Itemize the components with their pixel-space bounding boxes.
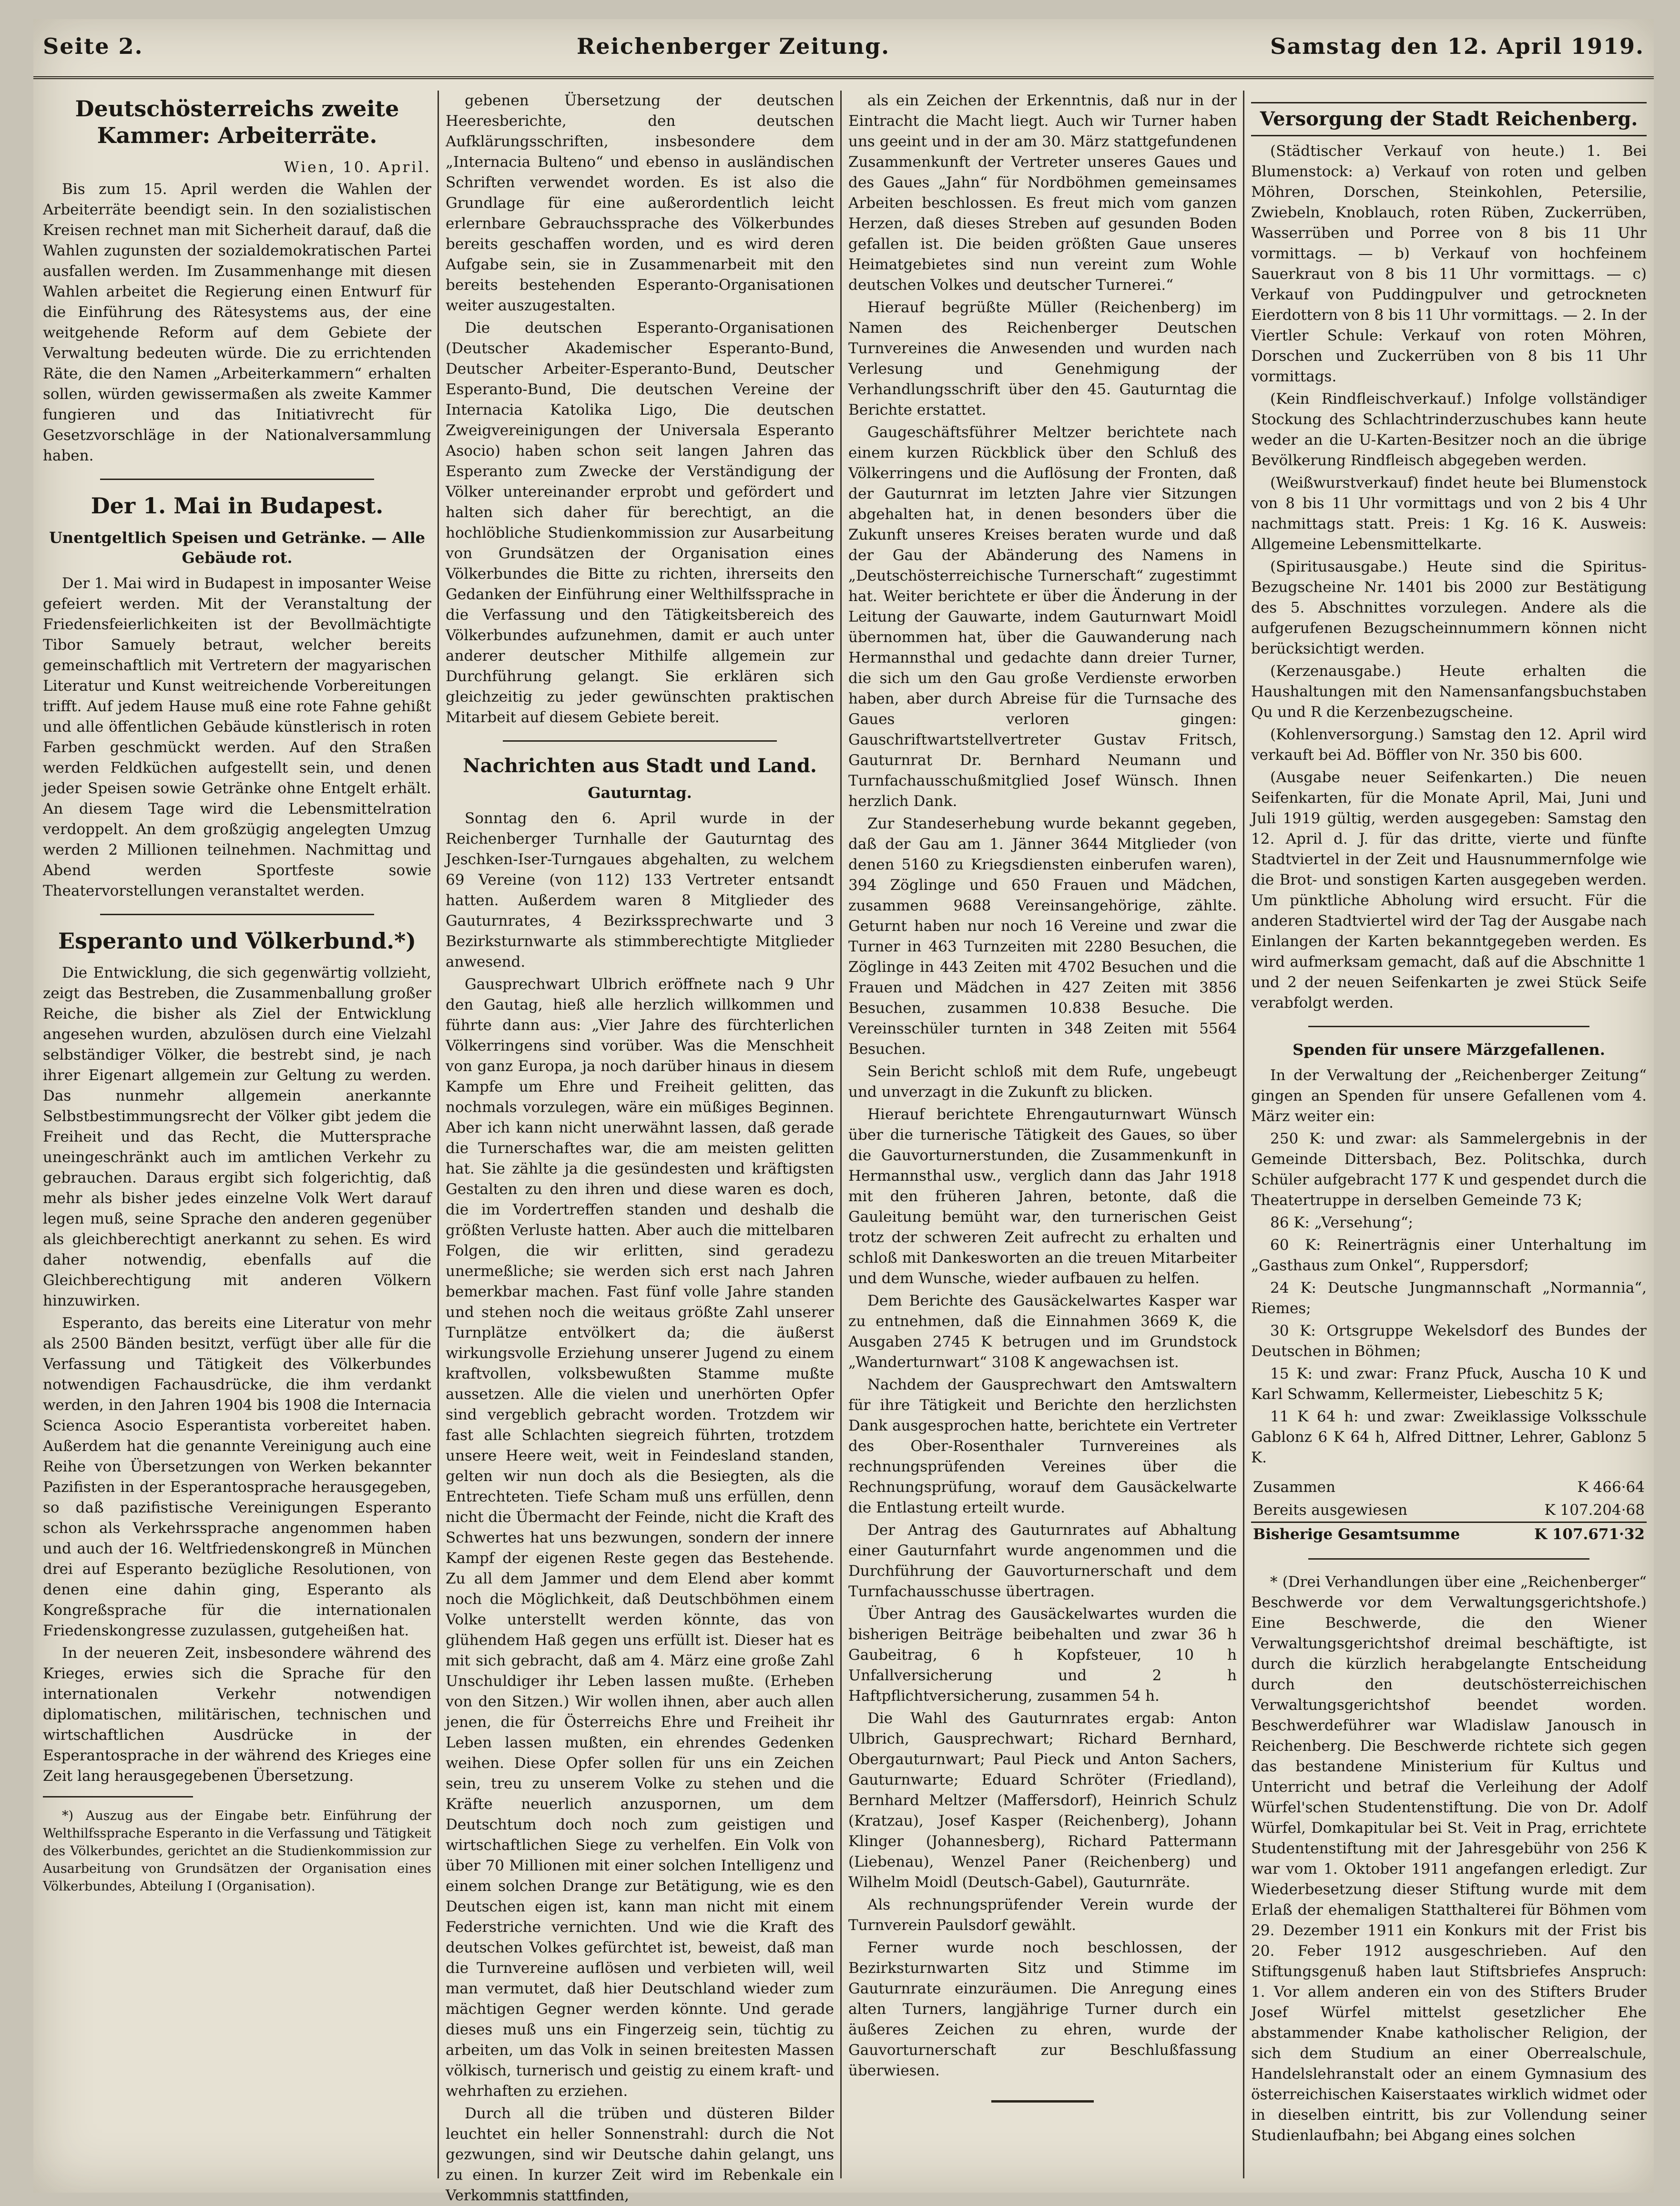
section-title: Versorgung der Stadt Reichenberg. [1251, 102, 1647, 136]
table-row [1251, 1499, 1647, 1522]
article-paragraph: Die Entwicklung, die sich gegenwärtig vollzieht, zeigt das Bestreben, die Zusammenballung großer Reiche, die bisher als Ziel der Entwicklung angesehen wurden, abzulösen durch eine Vielzahl selbständiger Völker, die bestrebt sind, je nach ihrer Eigenart allgemein zur Geltung zu werden. Das nunmehr allgemein anerkannte Selbstbestimmungsrecht der Völker gibt jedem die Freiheit und das Recht, die Muttersprache uneingeschränkt auch im amtlichen Verkehr zu gebrauchen. Daraus ergibt sich folgerichtig, daß mehr als bisher jedes einzelne Volk Wert darauf legen muß, seine Sprache den anderen gegenüber als gleichberechtigt anerkannt zu sehen. Es wird daher notwendig, ebenfalls auf die Gleichberechtigung mit anderen Völkern hinzuwirken. [43, 964, 431, 1309]
newspaper-title: Reichenberger Zeitung. [577, 33, 890, 59]
notice-paragraph: (Weißwurstverkauf) findet heute bei Blumenstock von 8 bis 11 Uhr vormittags und von 2 bis 4 Uhr nachmittags statt. Preis: 1 Kg. 16 K. Ausweis: Allgemeine Lebensmittelkarte. [1251, 474, 1647, 553]
previous-label: Bereits ausgewiesen [1253, 1501, 1407, 1519]
donation-entry: 86 K: „Versehung“; [1270, 1214, 1414, 1231]
article-paragraph: Sonntag den 6. April wurde in der Reichenberger Turnhalle der Gauturntag des Jeschken-Iser-Turngaues abgehalten, zu welchem 69 Vereine (von 112) 133 Vertreter entsandt hatten. Außerdem waren 8 Mitglieder des Gauturnrates, 4 Bezirkssprechwarte und 3 Bezirksturnwarte als stimmberechtigte Mitglieder anwesend. [446, 810, 834, 970]
article-paragraph: als ein Zeichen der Erkenntnis, daß nur in der Eintracht die Macht liegt. Auch wir Turner haben uns geeint und in der am 30. März stattgefundenen Zusammenkunft der Vertreter unseres Gaues und des Gaues „Jahn“ für Nordböhmen gemeinsames Arbeiten beschlossen. Es freut mich vom ganzen Herzen, daß dieses Streben auf gesunden Boden gefallen ist. Die beiden größten Gaue unseres Heimatgebietes sind nun vereint zum Wohle deutschen Volkes und deutscher Turnerei.“ [848, 92, 1237, 294]
total-value: K 107.671·32 [1534, 1526, 1645, 1543]
article-paragraph: Esperanto, das bereits eine Literatur von mehr als 2500 Bänden besitzt, verfügt über alle für die Verfassung und Tätigkeit des Völkerbundes notwendigen Fachausdrücke, die ihm verdankt werden, in den Jahren 1904 bis 1908 die Internacia Scienca Asocio Esperantista vorbereitet haben. Außerdem hat die genannte Vereinigung auch eine Reihe von Übersetzungen von Werken bekannter Pazifisten in der Esperantosprache herausgegeben, so daß pazifistische Vereinigungen Esperanto schon als Verkehrssprache angenommen haben und auch der 16. Weltfriedenskongreß in München drei auf Esperanto bezügliche Resolutionen, von denen eine dahin ging, Esperanto als Kongreßsprache für die internationalen Friedenskongresse zuzulassen, gutgeheißen hat. [43, 1315, 431, 1639]
notice-paragraph: (Städtischer Verkauf von heute.) 1. Bei Blumenstock: a) Verkauf von roten und gelben Möhren, Dorschen, Steinkohlen, Petersilie, Zwiebeln, Knoblauch, roten Rüben, Zuckerrüben, Wasserrüben und Porree von 8 bis 11 Uhr vormittags. — b) Verkauf von hochfeinem Sauerkraut von 8 bis 11 Uhr vormittags. — c) Verkauf von Puddingpulver und getrockneten Eierdottern von 8 bis 11 Uhr vormittags. — 2. In der Viertler Schule: Verkauf von roten Möhren, Dorschen und Zuckerrüben von 8 bis 11 Uhr vormittags. [1251, 143, 1647, 385]
donation-entry: In der Verwaltung der „Reichenberger Zeitung“ gingen an Spenden für unsere Gefallenen vom 4. März weiter ein: [1251, 1067, 1647, 1125]
column-1 [43, 91, 431, 2178]
page-number: Seite 2. [43, 33, 143, 59]
article-paragraph: Der Antrag des Gauturnrates auf Abhaltung einer Gauturnfahrt wurde angenommen und die Durchführung der Gauvorturnerschaft und dem Turnfachausschusse übertragen. [848, 1522, 1237, 1600]
donation-entry: 250 K: und zwar: als Sammelergebnis in der Gemeinde Dittersbach, Bez. Politschka, durch Schüler aufgebracht 177 K und gespendet durch die Theatertruppe in derselben Gemeinde 73 K; [1251, 1130, 1647, 1209]
separator [100, 914, 374, 915]
total-label: Bisherige Gesamtsumme [1253, 1526, 1460, 1543]
article-paragraph: Sein Bericht schloß mit dem Rufe, ungebeugt und unverzagt in die Zukunft zu blicken. [848, 1063, 1237, 1101]
article-title: Der 1. Mai in Budapest. [91, 493, 384, 519]
sum-value: K 466·64 [1577, 1479, 1645, 1496]
article-paragraph: Bis zum 15. April werden die Wahlen der Arbeiterräte beendigt sein. In den sozialistischen Kreisen rechnet man mit Sicherheit darauf, daß die Wahlen zugunsten der sozialdemokratischen Partei ausfallen werden. Im Zusammenhange mit diesen Wahlen arbeitet die Regierung einen Entwurf für die Einführung des Rätesystems aus, der eine weitgehende Reform auf dem Gebiete der Verwaltung bedeuten würde. Die zu errichtenden Räte, die den Namen „Arbeiterkammern“ erhalten sollen, würden gewissermaßen als zweite Kammer fungieren und das Initiativrecht für Gesetzvorschläge in der Nationalversammlung haben. [43, 181, 431, 464]
article-title: Esperanto und Völkerbund.*) [58, 928, 416, 954]
newspaper-page [33, 19, 1654, 2204]
article-paragraph: Hierauf begrüßte Müller (Reichenberg) im Namen des Reichenberger Deutschen Turnvereines die Anwesenden und wurden nach Verlesung und Genehmigung der Verhandlungsschrift über den 45. Gauturntag die Berichte erstattet. [848, 299, 1237, 419]
donation-entry: 24 K: Deutsche Jungmannschaft „Normannia“, Riemes; [1251, 1279, 1647, 1317]
notice-paragraph: (Kohlenversorgung.) Samstag den 12. April wird verkauft bei Ad. Böffler von Nr. 350 bis 600. [1251, 726, 1647, 764]
article-paragraph: Ferner wurde noch beschlossen, der Bezirksturnwarten Sitz und Stimme im Gauturnrate einzuräumen. Die Anregung eines alten Turners, langjährige Turner durch ein äußeres Zeichen zu ehren, wurde der Gauvorturnerschaft zur Beschlußfassung überwiesen. [848, 1939, 1237, 2079]
page-header [33, 19, 1654, 79]
notice-paragraph: (Ausgabe neuer Seifenkarten.) Die neuen Seifenkarten, für die Monate April, Mai, Juni und Juli 1919 gültig, werden ausgegeben: Samstag den 12. April d. J. für das dritte, vierte und fünfte Stadtviertel in der Zeit und Hausnummernfolge wie die Brot- und sonstigen Karten ausgegeben werden. Um pünktliche Abholung wird ersucht. Für die anderen Stadtviertel wird der Tag der Ausgabe nach Einlangen der Karten bekanntgegeben werden. Es wird aufmerksam gemacht, daß auf die Abschnitte 1 und 2 der neuen Seifenkarten je zwei Stück Seife verabfolgt werden. [1251, 769, 1647, 1011]
article-paragraph: Als rechnungsprüfender Verein wurde der Turnverein Paulsdorf gewählt. [848, 1896, 1237, 1934]
separator [100, 479, 374, 480]
separator [503, 740, 777, 742]
donation-entry: 11 K 64 h: und zwar: Zweiklassige Volksschule Gablonz 6 K 64 h, Alfred Dittner, Lehrer, Gablonz 5 K. [1251, 1408, 1647, 1466]
section-title: Nachrichten aus Stadt und Land. [463, 755, 817, 777]
article-paragraph: In der neueren Zeit, insbesondere während des Krieges, erwies sich die Sprache für den internationalen Verkehr notwendigen diplomatischen, militärischen, technischen und wirtschaftlichen Ausdrücke in der Esperantosprache in der während des Krieges eine Zeit lang herausgegebenen Übersetzung. [43, 1644, 431, 1785]
article-paragraph: Gausprechwart Ulbrich eröffnete nach 9 Uhr den Gautag, hieß alle herzlich willkommen und führte dann aus: „Vier Jahre des fürchterlichen Völkerringens sind vorüber. Was die Menschheit von ganz Europa, ja noch darüber hinaus in diesem Kampfe um Ehre und Freiheit gelitten, das nochmals vorzulegen, wäre ein müßiges Beginnen. Aber ich kann nicht unerwähnt lassen, daß gerade die Turnerschaftes war, die am meisten gelitten hat. Sie zählte ja die gesündesten und kräftigsten Gestalten zu den ihren und diese waren es doch, die im Vordertreffen standen und deshalb die größten Verluste hatten. Aber auch die mittelbaren Folgen, die wir erlitten, sind geradezu unermeßliche; sie werden sich erst nach Jahren bemerkbar machen. Fast fünf volle Jahre standen und stehen noch die weitaus größte Zahl unserer Turnplätze entvölkert da; die äußerst wirkungsvolle Erziehung unserer Jugend zu einem kraftvollen, volksbewußten Stamme mußte aussetzen. Alle die vielen und unerhörten Opfer sind vergeblich gebracht worden. Trotzdem wir fast alle Schlachten siegreich führten, trotzdem unsere Heere weit, weit in Feindesland standen, gelten wir nun doch als die Besiegten, als die Entrechteten. Tiefe Scham muß uns erfüllen, denn nicht die Übermacht der Feinde, nicht die Kraft des Schwertes hat uns bezwungen, sondern der innere Kampf der eigenen Reste gegen das Bestehende. Zu all dem Jammer und dem Elend aber kommt noch die Möglichkeit, daß Deutschböhmen einem Volke unterstellt werden könnte, das von glühendem Haß gegen uns erfüllt ist. Dieser hat es mit sich gebracht, daß am 4. März eine große Zahl Unschuldiger ihr Leben lassen mußte. (Erheben von den Sitzen.) Wir wollen ihnen, aber auch allen jenen, die für Österreichs Ehre und Freiheit ihr Leben lassen mußten, ein ehrendes Gedenken weihen. Diese Opfer sollen für uns ein Zeichen sein, treu zu unserem Volke zu stehen und die Kräfte neuerlich anzuspornen, um dem Deutschtum doch noch zum geistigen und wirtschaftlichen Siege zu verhelfen. Ein Volk von über 70 Millionen mit einer solchen Intelligenz und einem solchen Drange zur Betätigung, wie es den Deutschen eigen ist, kann man nicht mit einem Federstriche vernichten. Und wie die Kraft des deutschen Volkes gefürchtet ist, beweist, daß man die Turnvereine auflösen und verbieten will, weil man vermutet, daß hier Deutschland wieder zum mächtigen Gegner werden könnte. Und gerade dieses muß uns ein Fingerzeig sein, tüchtig zu arbeiten, um das Volk in seinen breitesten Massen völkisch, turnerisch und geistig zu einem kraft- und wehrhaften zu erziehen. [446, 976, 834, 2100]
article-paragraph: Der 1. Mai wird in Budapest in imposanter Weise gefeiert werden. Mit der Veranstaltung der Friedensfeierlichkeiten ist der Bevollmächtigte Tibor Samuely betraut, welcher bereits gemeinschaftlich mit Vertretern der magyarischen Literatur und Kunst weitreichende Vorbereitungen trifft. Auf jedem Hause muß eine rote Fahne gehißt und alle öffentlichen Gebäude künstlerisch in roten Farben geschmückt werden. Auf den Straßen werden Feldküchen aufgestellt sein, und denen jeder Speisen sowie Getränke ohne Entgelt erhält. An diesem Tage wird die Lebensmittelration verdoppelt. An dem großzügig angelegten Umzug werden 2 Millionen teilnehmen. Nachmittag und Abend werden Sportfeste sowie Theatervorstellungen veranstaltet werden. [43, 575, 431, 899]
column-rule [1243, 91, 1244, 2178]
notice-paragraph: (Kerzenausgabe.) Heute erhalten die Haushaltungen mit den Namensanfangsbuchstaben Qu und R die Kerzenbezugscheine. [1251, 663, 1647, 721]
column-4 [1251, 91, 1647, 2178]
sum-label: Zusammen [1253, 1479, 1335, 1496]
article-paragraph: Nachdem der Gausprechwart den Amtswaltern für ihre Tätigkeit und Berichte den herzlichsten Dank ausgesprochen hatte, berichtete ein Vertreter des Ober-Rosenthaler Turnvereines als rechnungsprüfenden Vereines über die Rechnungsprüfung, worauf dem Gausäckelwarte die Entlastung erteilt wurde. [848, 1376, 1237, 1516]
article-paragraph: Dem Berichte des Gausäckelwartes Kasper war zu entnehmen, daß die Einnahmen 3669 K, die Ausgaben 2745 K betrugen und im Grundstock „Wanderturnwart“ 3108 K angewachsen ist. [848, 1292, 1237, 1371]
column-rule [438, 91, 439, 2178]
article-paragraph: Die Wahl des Gauturnrates ergab: Anton Ulbrich, Gausprechwart; Richard Bernhard, Obergauturnwart; Paul Pieck und Anton Sachers, Gauturnwarte; Eduard Schröter (Friedland), Bernhard Meltzer (Maffersdorf), Heinrich Schulz (Kratzau), Josef Kasper (Reichenberg), Johann Klinger (Johannesberg), Richard Pattermann (Liebenau), Wenzel Paner (Reichenberg) und Wilhelm Moidl (Deutsch-Gabel), Gauturnräte. [848, 1710, 1237, 1891]
dateline: Wien, 10. April. [284, 159, 431, 176]
previous-value: K 107.204·68 [1544, 1501, 1645, 1519]
article-paragraph: gebenen Übersetzung der deutschen Heeresberichte, den deutschen Aufklärungsschriften, insbesondere dem „Internacia Bulteno“ und ebenso in ausländischen Schriften verwendet worden. Es ist also die Grundlage für eine außerordentlich leicht erlernbare Gebrauchssprache des Völkerbundes bereits geschaffen worden, und es wird deren Aufgabe sein, sie in Zusammenarbeit mit den bereits bestehenden Esperanto-Organisationen weiter auszugestalten. [446, 92, 834, 314]
separator [1308, 1558, 1589, 1560]
notice-paragraph: (Spiritusausgabe.) Heute sind die Spiritus-Bezugscheine Nr. 1401 bis 2000 zur Bestätigung des 5. Abschnittes vorzulegen. Andere als die aufgerufenen Bezugscheinnummern können nicht berücksichtigt werden. [1251, 558, 1647, 657]
article-paragraph: Zur Standeserhebung wurde bekannt gegeben, daß der Gau am 1. Jänner 3644 Mitglieder (von denen 5160 zu Kriegsdiensten einberufen waren), 394 Zöglinge und 650 Frauen und Mädchen, zusammen 9688 Vereinsangehörige, zählte. Geturnt haben nur noch 16 Vereine und zwar die Turner in 463 Turnzeiten mit 2280 Besuchen, die Zöglinge in 443 Zeiten mit 4702 Besuchen und die Frauen und Mädchen in 427 Zeiten mit 3856 Besuchen, zusammen 10.838 Besuche. Die Vereinsschüler turnten in 348 Zeiten mit 5564 Besuchen. [848, 815, 1237, 1058]
notice-paragraph: (Kein Rindfleischverkauf.) Infolge vollständiger Stockung des Schlachtrinderzuschubes kann heute weder an die U-Karten-Besitzer noch an die übrige Bevölkerung Rindfleisch abgegeben werden. [1251, 390, 1647, 469]
article-paragraph: * (Drei Verhandlungen über eine „Reichenberger“ Beschwerde vor dem Verwaltungsgerichtshofe.) Eine Beschwerde, die den Wiener Verwaltungsgerichtshof dreimal beschäftigte, ist durch die kürzlich herabgelangte Entscheidung durch den deutschösterreichischen Verwaltungsgerichtshof beendet worden. Beschwerdeführer war Wladislaw Janousch in Reichenberg. Die Beschwerde richtete sich gegen das bestandene Ministerium für Kultus und Unterricht und betraf die Verleihung der Adolf Würfel'schen Studentenstiftung. Die von Dr. Adolf Würfel, Domkapitular bei St. Veit in Prag, errichtete Studentenstiftung mit der Jahresgebühr von 256 K war vom 1. Oktober 1911 angefangen erledigt. Zur Wiederbesetzung dieser Stiftung wurde mit dem Erlaß der ehemaligen Statthalterei für Böhmen vom 29. Dezember 1911 ein Konkurs mit der Frist bis 20. Feber 1912 ausgeschrieben. Auf den Stiftungsgenuß haben laut Stiftsbriefes Anspruch: 1. Vor allem anderen ein von des Stifters Bruder Josef Würfel mittelst gesetzlicher Ehe abstammender Knabe katholischer Religion, der sich dem Studium an einer Oberrealschule, Handelslehranstalt oder an einem Gymnasium des österreichischen Kaiserstaates wirklich widmet oder in dieselben eintritt, bis zur Vollendung seiner Studienlaufbahn; bei Abgang eines solchen [1251, 1573, 1647, 2144]
column-2 [446, 91, 834, 2204]
column-rule [840, 91, 842, 2178]
article-subtitle: Gauturntag. [588, 784, 692, 802]
separator [1308, 1026, 1589, 1027]
donation-entry: 60 K: Reinerträgnis einer Unterhaltung im „Gasthaus zum Onkel“, Ruppersdorf; [1251, 1236, 1647, 1274]
article-subtitle: Unentgeltlich Speisen und Getränke. — Alle Gebäude rot. [49, 529, 426, 567]
article-paragraph: Durch all die trüben und düsteren Bilder leuchtet ein heller Sonnenstrahl: durch die Not gezwungen, sind wir Deutsche dahin gelangt, uns zu einen. In kurzer Zeit wird im Rebenkale ein Verkommnis stattfinden, [446, 2105, 834, 2204]
column-3 [848, 91, 1237, 2178]
footnote: *) Auszug aus der Eingabe betr. Einführung der Welthilfssprache Esperanto in die Verfassung und Tätigkeit des Völkerbundes, gerichtet an die Studienkommission zur Ausarbeitung von Grundsätzen der Organisation eines Völkerbundes, Abteilung I (Organisation). [43, 1808, 431, 1894]
donations-title: Spenden für unsere Märzgefallenen. [1293, 1041, 1605, 1059]
footnote-rule [43, 1796, 193, 1797]
donation-entry: 30 K: Ortsgruppe Wekelsdorf des Bundes der Deutschen in Böhmen; [1251, 1322, 1647, 1360]
donation-entry: 15 K: und zwar: Franz Pfuck, Auscha 10 K und Karl Schwamm, Kellermeister, Liebeschitz 5 K; [1251, 1365, 1647, 1403]
article-paragraph: Über Antrag des Gausäckelwartes wurden die bisherigen Beiträge beibehalten und zwar 36 h Gaubeitrag, 6 h Kopfsteuer, 10 h Unfallversicherung und 2 h Haftpflichtversicherung, zusammen 54 h. [848, 1605, 1237, 1705]
article-paragraph: Die deutschen Esperanto-Organisationen (Deutscher Akademischer Esperanto-Bund, Deutscher Arbeiter-Esperanto-Bund, Deutscher Esperanto-Bund, Die deutschen Vereine der Internacia Katolika Ligo, Die deutschen Zweigvereinigungen der Universala Esperanto Asocio) haben schon seit langen Jahren das Esperanto zum Zwecke der Verständigung der Völker untereinander erprobt und gefördert und halten sich daher für berechtigt, an die hochlöbliche Studienkommission zur Ausarbeitung von Grundsätzen der Organisation eines Völkerbundes die Bitte zu richten, ihrerseits den Gedanken der Einführung einer Welthilfssprache in die Verfassung und den Tätigkeitsbereich des Völkerbundes aufzunehmen, damit er auch unter anderer deutscher Mithilfe allgemein zur Durchführung gelangt. Sie erklären sich gleichzeitig zu jeder gewünschten praktischen Mitarbeit auf diesem Gebiete bereit. [446, 319, 834, 726]
end-rule [991, 2100, 1094, 2103]
issue-date: Samstag den 12. April 1919. [1270, 33, 1644, 59]
table-row [1251, 1522, 1647, 1546]
article-title: Deutschösterreichs zweite Kammer: Arbeiterräte. [75, 96, 399, 148]
article-paragraph: Gaugeschäftsführer Meltzer berichtete nach einem kurzen Rückblick über den Schluß des Völkerringens und die Auflösung der Fronten, daß der Gauturnrat im letzten Jahre vier Sitzungen abgehalten hat, in denen besonders über die Zukunft unseres Kreises beraten wurde und daß der Gau der Abänderung des Namens in „Deutschösterreichische Turnerschaft“ zugestimmt hat. Weiter berichtete er über die Änderung in der Leitung der Gauwarte, indem Gauturnwart Moidl übernommen hat, über die Gauwanderung nach Hermannsthal und gedachte dann dreier Turner, die sich um den Gau große Verdienste erworben haben, aber durch Abreise für die Turnsache des Gaues verloren gingen: Gauschriftwartstellvertreter Gustav Fritsch, Gauturnrat Dr. Bernhard Neumann und Turnfachausschußmitglied Josef Wünsch. Ihnen herzlich Dank. [848, 424, 1237, 810]
article-paragraph: Hierauf berichtete Ehrengauturnwart Wünsch über die turnerische Tätigkeit des Gaues, so über die Gauvorturnerstunden, die Zusammenkunft in Hermannsthal usw., verglich dann das Jahr 1918 mit den früheren Jahren, betonte, daß die Gauleitung bemüht war, den turnerischen Geist trotz der schweren Zeit aufrecht zu erhalten und schloß mit Dankesworten an die treuen Mitarbeiter und dem Wunsche, wieder aufbauen zu helfen. [848, 1106, 1237, 1287]
donation-totals [1251, 1476, 1647, 1546]
table-row [1251, 1476, 1647, 1499]
